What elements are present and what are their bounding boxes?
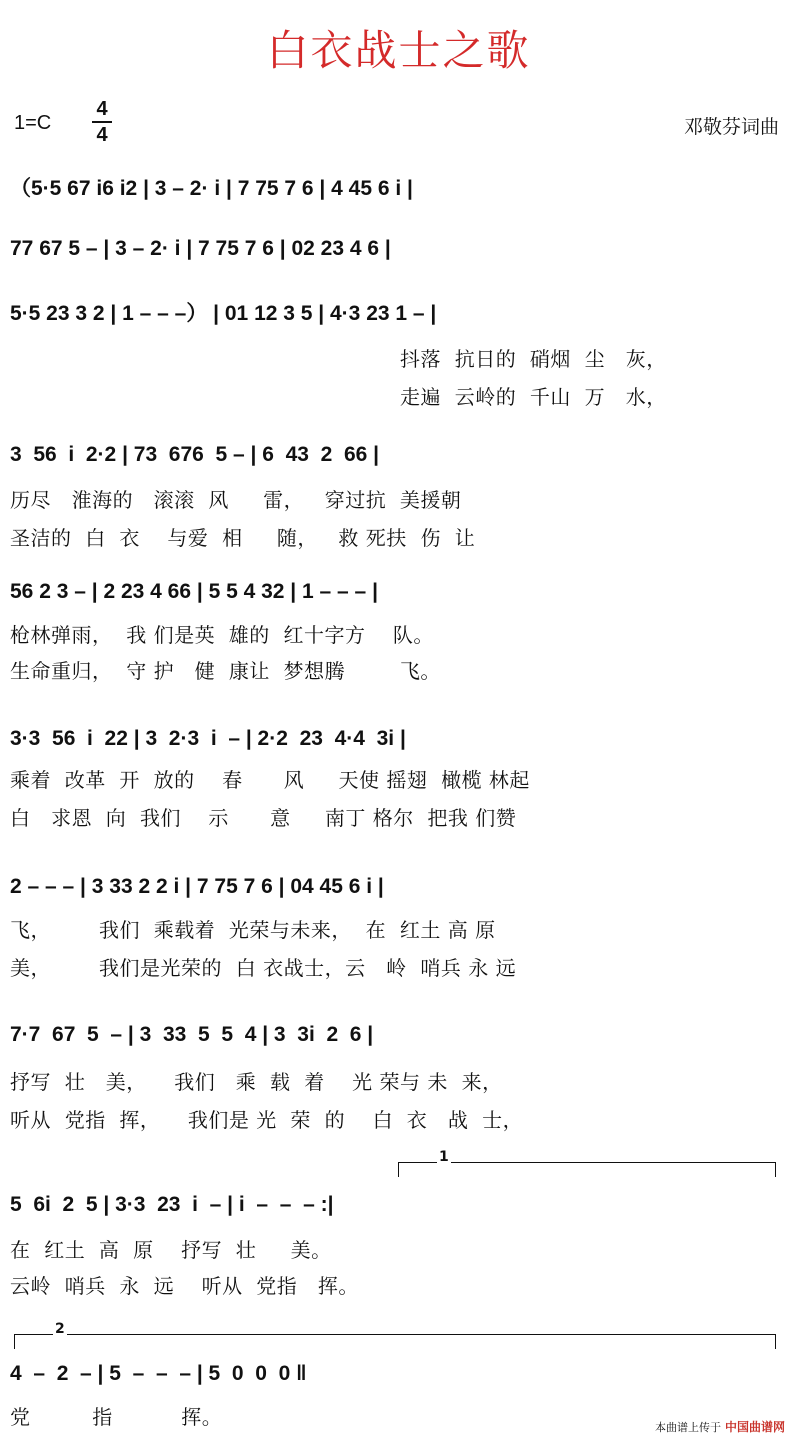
lyric-line: 圣洁的 白 衣 与爱 相 随， 救 死扶 伤 让 bbox=[10, 526, 476, 550]
author-credit: 邓敬芬词曲 bbox=[683, 116, 779, 138]
volta-number: 2 bbox=[55, 1321, 65, 1337]
site-logo[interactable]: 中国曲谱网 bbox=[724, 1420, 785, 1434]
credit-text: 本曲谱上传于 bbox=[654, 1420, 721, 1434]
lyric-line: 抖落 抗日的 硝烟 尘 灰， bbox=[400, 347, 667, 371]
lyric-line: 云岭 哨兵 永 远 听从 党指 挥。 bbox=[10, 1274, 359, 1298]
notation-line: 5·5 23 3 2 | 1 – – –） | 01 12 3 5 | 4·3 23 1 – | bbox=[10, 302, 437, 325]
lyric-line: 飞， 我们 乘载着 光荣与未来， 在 红土 高 原 bbox=[10, 918, 496, 942]
notation-line: 7·7 67 5 – | 3 33 5 5 4 | 3 3i 2 6 | bbox=[10, 1023, 374, 1046]
time-signature-bottom: 4 bbox=[96, 123, 108, 146]
lyric-line: 党 指 挥。 bbox=[10, 1405, 223, 1429]
volta-bracket-2 bbox=[14, 1321, 776, 1349]
notation-line: 56 2 3 – | 2 23 4 66 | 5 5 4 32 | 1 – – – | bbox=[10, 580, 378, 603]
lyric-line: 听从 党指 挥， 我们是 光 荣 的 白 衣 战 士， bbox=[10, 1108, 524, 1132]
notation-line: 2 – – – | 3 33 2 2 i | 7 75 7 6 | 04 45 6 i | bbox=[10, 875, 384, 898]
notation-line: 3·3 56 i 22 | 3 2·3 i – | 2·2 23 4·4 3i | bbox=[10, 727, 406, 750]
key-signature: 1=C bbox=[14, 112, 52, 134]
lyric-line: 乘着 改革 开 放的 春 风 天使 摇翅 橄榄 林起 bbox=[10, 768, 530, 792]
lyric-line: 生命重归， 守 护 健 康让 梦想腾 飞。 bbox=[10, 659, 441, 683]
lyric-line: 枪林弹雨， 我 们是英 雄的 红十字方 队。 bbox=[10, 623, 434, 647]
time-signature-top: 4 bbox=[96, 98, 108, 120]
song-title: 白衣战士之歌 bbox=[266, 26, 531, 75]
notation-line: 3 56 i 2·2 | 73 676 5 – | 6 43 2 66 | bbox=[10, 443, 380, 466]
lyric-line: 白 求恩 向 我们 示 意 南丁 格尔 把我 们赞 bbox=[10, 806, 517, 830]
notation-line: 77 67 5 – | 3 – 2· i | 7 75 7 6 | 02 23 4 6 | bbox=[10, 237, 391, 260]
time-signature-divider bbox=[92, 121, 112, 123]
notation-line: 5 6i 2 5 | 3·3 23 i – | i – – – :| bbox=[10, 1193, 334, 1216]
lyric-line: 走遍 云岭的 千山 万 水， bbox=[400, 385, 667, 409]
volta-bracket-1 bbox=[398, 1149, 776, 1177]
volta-number: 1 bbox=[439, 1149, 449, 1165]
upload-credit bbox=[655, 1418, 785, 1435]
lyric-line: 抒写 壮 美， 我们 乘 载 着 光 荣与 未 来， bbox=[10, 1070, 503, 1094]
lyric-line: 在 红土 高 原 抒写 壮 美。 bbox=[10, 1238, 332, 1262]
notation-line: 4 – 2 – | 5 – – – | 5 0 0 0 ‖ bbox=[10, 1362, 307, 1385]
lyric-line: 历尽 淮海的 滚滚 风 雷， 穿过抗 美援朝 bbox=[10, 488, 462, 512]
time-signature bbox=[92, 98, 112, 146]
lyric-line: 美， 我们是光荣的 白 衣战士，云 岭 哨兵 永 远 bbox=[10, 956, 517, 980]
notation-line: （5·5 67 i6 i2 | 3 – 2· i | 7 75 7 6 | 4 45 6 i | bbox=[10, 177, 413, 200]
